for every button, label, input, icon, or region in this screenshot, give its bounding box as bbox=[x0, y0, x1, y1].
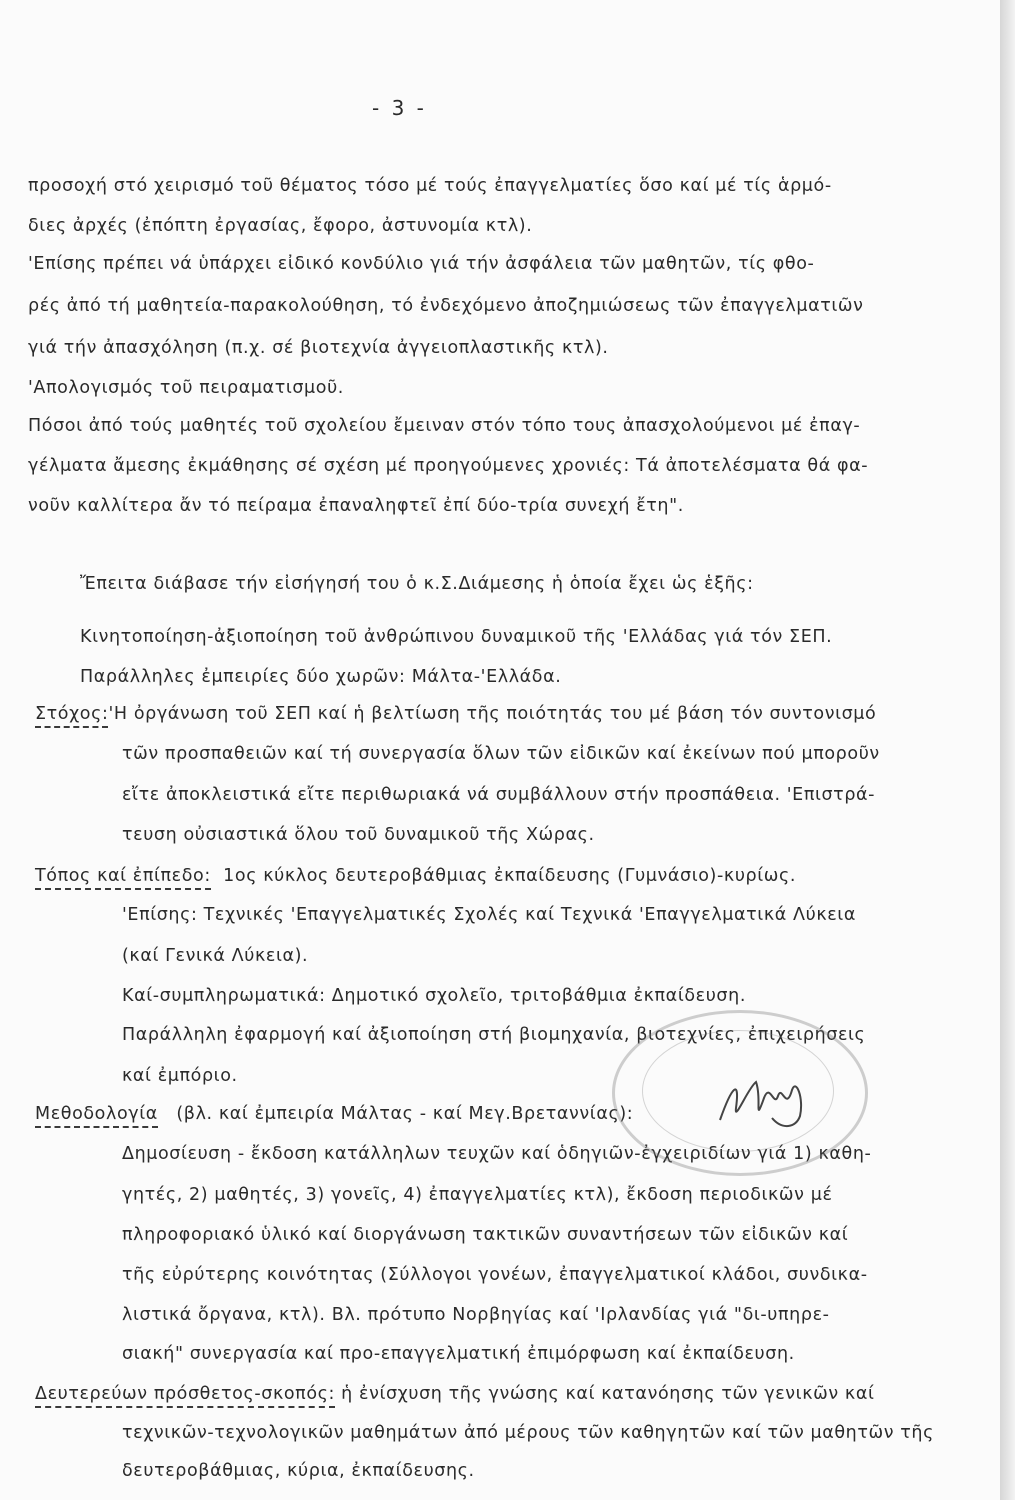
text-line: Κινητοποίηση-ἀξιοποίηση τοῦ ἀνθρώπινου δυναμικοῦ τῆς 'Ελλάδας γιά τόν ΣΕΠ. bbox=[80, 627, 833, 647]
section-topos bbox=[35, 868, 796, 886]
text-line: 'Απολογισμός τοῦ πειραματισμοῦ. bbox=[28, 378, 344, 398]
text-line: ἡ ἐνίσχυση τῆς γνώσης καί κατανόησης τῶν γενικῶν καί bbox=[341, 1384, 875, 1404]
text-line: Καί-συμπληρωματικά: Δημοτικό σχολεῖο, τριτοβάθμια ἐκπαίδευση. bbox=[122, 986, 746, 1006]
text-line: τεχνικῶν-τεχνολογικῶν μαθημάτων ἀπό μέρους τῶν καθηγητῶν καί τῶν μαθητῶν τῆς bbox=[122, 1423, 934, 1443]
text-line: καί ἐμπόριο. bbox=[122, 1066, 238, 1086]
text-line: τευση οὐσιαστικά ὅλου τοῦ δυναμικοῦ τῆς Χώρας. bbox=[122, 825, 595, 845]
text-line: δευτεροβάθμιας, κύρια, ἐκπαίδευσης. bbox=[122, 1461, 475, 1481]
text-line: 'Επίσης: Τεχνικές 'Επαγγελματικές Σχολές καί Τεχνικά 'Επαγγελματικά Λύκεια bbox=[122, 905, 856, 925]
text-line: Παράλληλες ἐμπειρίες δύο χωρῶν: Μάλτα-'Ελλάδα. bbox=[80, 667, 562, 687]
text-line: Πόσοι ἀπό τούς μαθητές τοῦ σχολείου ἔμειναν στόν τόπο τους ἀπασχολούμενοι μέ ἐπαγ- bbox=[28, 416, 861, 436]
text-line: λιστικά ὄργανα, κτλ). Βλ. πρότυπο Νορβηγίας καί 'Ιρλανδίας γιά "δι-υπηρε- bbox=[122, 1305, 830, 1325]
text-line: προσοχή στό χειρισμό τοῦ θέματος τόσο μέ τούς ἐπαγγελματίες ὅσο καί μέ τίς ἁρμό- bbox=[28, 176, 832, 196]
section-deutereuon bbox=[35, 1386, 874, 1404]
section-label-stochos: Στόχος: bbox=[35, 704, 108, 728]
text-line: γητές, 2) μαθητές, 3) γονεῖς, 4) ἐπαγγελματίες κτλ), ἔκδοση περιοδικῶν μέ bbox=[122, 1185, 833, 1205]
text-line: (καί Γενικά Λύκεια). bbox=[122, 946, 309, 966]
text-line: διες ἀρχές (ἐπόπτη ἐργασίας, ἔφορο, ἀστυνομία κτλ). bbox=[28, 216, 533, 236]
text-line: ρές ἀπό τή μαθητεία-παρακολούθηση, τό ἐνδεχόμενο ἀποζημιώσεως τῶν ἐπαγγελματιῶν bbox=[28, 296, 864, 316]
section-label-topos: Τόπος καί ἐπίπεδο: bbox=[35, 866, 211, 890]
text-line: Δημοσίευση - ἔκδοση κατάλληλων τευχῶν καί ὁδηγιῶν-ἐγχειριδίων γιά 1) καθη- bbox=[122, 1144, 872, 1164]
text-line: 'Επίσης πρέπει νά ὑπάρχει εἰδικό κονδύλιο γιά τήν ἀσφάλεια τῶν μαθητῶν, τίς φθο- bbox=[28, 254, 815, 274]
text-line: εἴτε ἀποκλειστικά εἴτε περιθωριακά νά συμβάλλουν στήν προσπάθεια. 'Επιστρά- bbox=[122, 785, 876, 805]
text-line: τῆς εὐρύτερης κοινότητας (Σύλλογοι γονέων, ἐπαγγελματικοί κλάδοι, συνδικα- bbox=[122, 1265, 868, 1285]
section-stochos bbox=[35, 706, 876, 724]
text-line: γιά τήν ἀπασχόληση (π.χ. σέ βιοτεχνία ἀγγειοπλαστικῆς κτλ). bbox=[28, 338, 609, 358]
section-label-deutereuon: Δευτερεύων πρόσθετος-σκοπός: bbox=[35, 1384, 335, 1408]
handwritten-signature bbox=[712, 1068, 822, 1138]
text-line: τῶν προσπαθειῶν καί τή συνεργασία ὅλων τῶν εἰδικῶν καί ἐκείνων πού μποροῦν bbox=[122, 744, 880, 764]
text-line: πληροφοριακό ὑλικό καί διοργάνωση τακτικῶν συναντήσεων τῶν εἰδικῶν καί bbox=[122, 1225, 849, 1245]
text-line: Παράλληλη ἐφαρμογή καί ἀξιοποίηση στή βιομηχανία, βιοτεχνίες, ἐπιχειρήσεις bbox=[122, 1025, 866, 1045]
section-methodologia bbox=[35, 1106, 633, 1124]
text-line: γέλματα ἄμεσης ἐκμάθησης σέ σχέση μέ προηγούμενες χρονιές: Τά ἀποτελέσματα θά φα- bbox=[28, 456, 869, 476]
page-edge bbox=[1000, 0, 1015, 1500]
section-label-methodologia: Μεθοδολογία bbox=[35, 1104, 158, 1128]
text-line: σιακή" συνεργασία καί προ-επαγγελματική ἐπιμόρφωση καί ἐκπαίδευση. bbox=[122, 1344, 795, 1364]
text-line: Ἔπειτα διάβασε τήν εἰσήγησή του ὁ κ.Σ.Διάμεσης ἡ ὁποία ἔχει ὡς ἑξῆς: bbox=[80, 574, 754, 594]
text-line: 1ος κύκλος δευτεροβάθμιας ἐκπαίδευσης (Γυμνάσιο)-κυρίως. bbox=[223, 866, 797, 886]
text-line: (βλ. καί ἐμπειρία Μάλτας - καί Μεγ.Βρεταννίας): bbox=[176, 1104, 634, 1124]
text-line: νοῦν καλλίτερα ἄν τό πείραμα ἐπαναληφτεῖ ἐπί δύο-τρία συνεχή ἔτη". bbox=[28, 496, 684, 516]
page-number: - 3 - bbox=[372, 96, 427, 120]
text-line: 'Η ὀργάνωση τοῦ ΣΕΠ καί ἡ βελτίωση τῆς ποιότητάς του μέ βάση τόν συντονισμό bbox=[108, 704, 877, 724]
